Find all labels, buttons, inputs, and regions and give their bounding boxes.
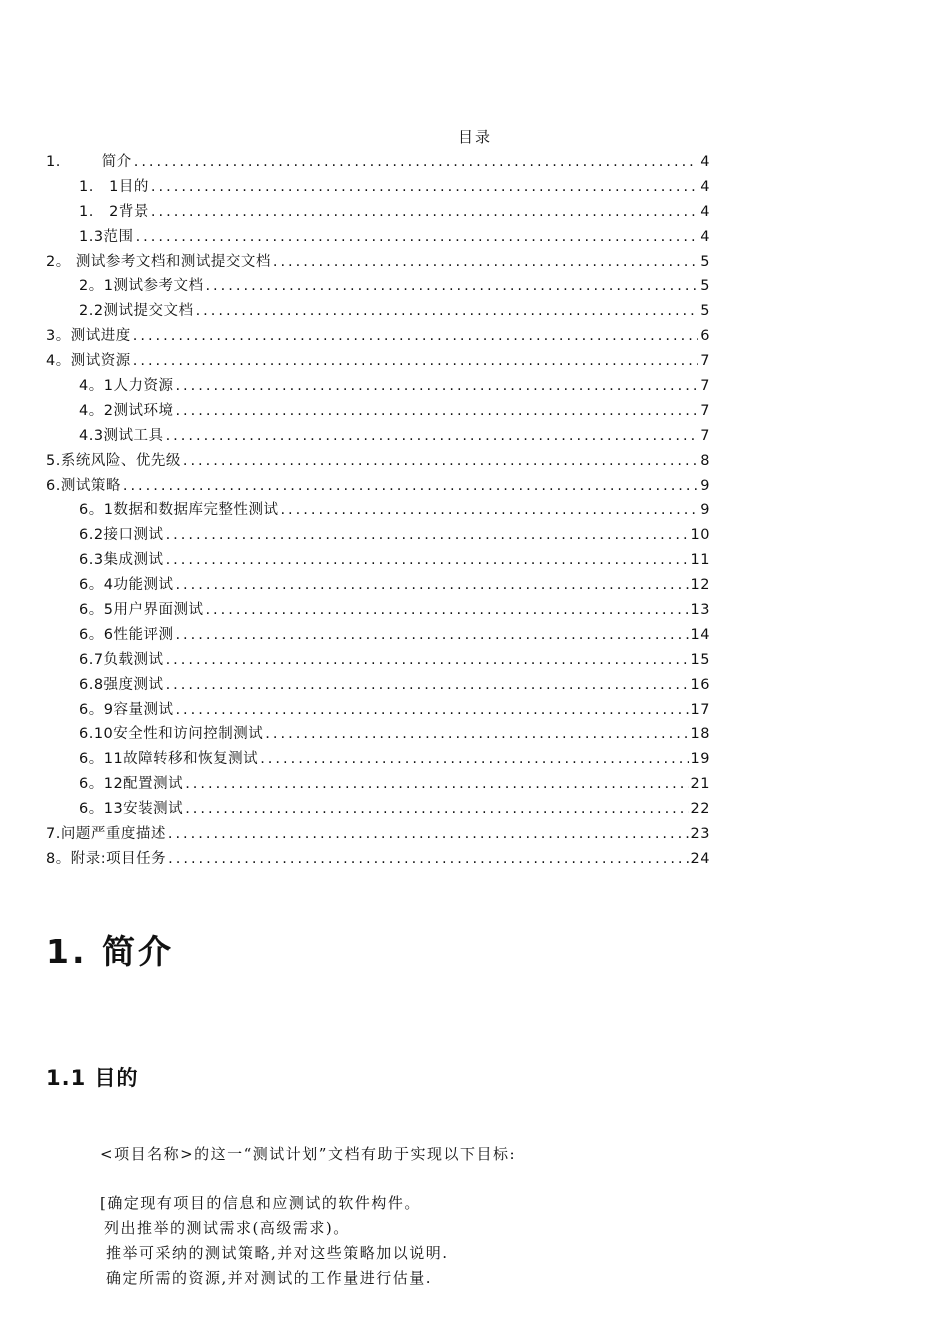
toc-leader-dots bbox=[205, 278, 698, 294]
toc-entry-label: 6.8强度测试 bbox=[79, 676, 164, 693]
toc-entry-label: 6。6性能评测 bbox=[79, 626, 174, 643]
toc-entry[interactable] bbox=[46, 374, 710, 399]
toc-entry[interactable] bbox=[46, 498, 710, 523]
toc-leader-dots bbox=[273, 254, 698, 270]
toc-leader-dots bbox=[151, 179, 698, 195]
table-of-contents bbox=[46, 150, 710, 872]
toc-leader-dots bbox=[133, 328, 699, 344]
toc-leader-dots bbox=[175, 702, 688, 718]
toc-leader-dots bbox=[151, 204, 698, 220]
toc-leader-dots bbox=[196, 303, 699, 319]
toc-leader-dots bbox=[166, 527, 689, 543]
toc-entry-page-number: 13 bbox=[690, 602, 710, 619]
toc-entry-page-number: 4 bbox=[700, 154, 710, 170]
toc-entry[interactable] bbox=[46, 399, 710, 424]
toc-leader-dots bbox=[166, 677, 689, 693]
toc-entry[interactable] bbox=[46, 250, 710, 275]
toc-entry-page-number: 18 bbox=[690, 726, 710, 743]
toc-entry-page-number: 5 bbox=[700, 278, 710, 295]
toc-leader-dots bbox=[205, 602, 688, 618]
toc-leader-dots bbox=[175, 577, 688, 593]
toc-leader-dots bbox=[183, 453, 698, 469]
toc-entry-page-number: 8 bbox=[700, 452, 710, 469]
toc-entry-label: 8。附录:项目任务 bbox=[46, 850, 167, 867]
toc-leader-dots bbox=[134, 154, 699, 170]
toc-entry[interactable] bbox=[46, 598, 710, 623]
toc-entry-label: 2。 测试参考文档和测试提交文档 bbox=[46, 253, 271, 270]
toc-entry-label: 7.问题严重度描述 bbox=[46, 826, 166, 843]
toc-entry-page-number: 7 bbox=[700, 402, 710, 419]
toc-entry-label: 6.10安全性和访问控制测试 bbox=[79, 726, 264, 743]
toc-entry[interactable] bbox=[46, 449, 710, 474]
toc-entry-label: 6。13安装测试 bbox=[79, 801, 184, 818]
toc-entry[interactable] bbox=[46, 722, 710, 747]
toc-entry[interactable] bbox=[46, 772, 710, 797]
toc-leader-dots bbox=[185, 801, 688, 817]
subsection-heading-purpose: 1.1 目的 bbox=[46, 1066, 139, 1090]
toc-entry[interactable] bbox=[46, 698, 710, 723]
toc-entry[interactable] bbox=[46, 324, 710, 349]
toc-entry-label: 6。1数据和数据库完整性测试 bbox=[79, 502, 279, 519]
toc-entry-label: 6。4功能测试 bbox=[79, 577, 174, 594]
toc-leader-dots bbox=[168, 826, 689, 842]
toc-entry[interactable] bbox=[46, 523, 710, 548]
toc-leader-dots bbox=[166, 652, 689, 668]
toc-entry-page-number: 16 bbox=[690, 676, 710, 693]
toc-leader-dots bbox=[166, 428, 699, 444]
toc-entry-label: 6.7负载测试 bbox=[79, 651, 164, 668]
toc-entry-page-number: 19 bbox=[690, 751, 710, 768]
toc-entry-label: 2.2测试提交文档 bbox=[79, 303, 194, 320]
toc-entry-page-number: 4 bbox=[700, 178, 710, 195]
toc-entry[interactable] bbox=[46, 175, 710, 200]
toc-leader-dots bbox=[168, 851, 688, 867]
toc-entry[interactable] bbox=[46, 225, 710, 250]
toc-entry-label: 4。测试资源 bbox=[46, 353, 131, 370]
toc-leader-dots bbox=[175, 378, 698, 394]
toc-entry[interactable] bbox=[46, 847, 710, 872]
toc-leader-dots bbox=[265, 726, 688, 742]
purpose-list-item: [确定现有项目的信息和应测试的软件构件。 bbox=[100, 1194, 421, 1212]
toc-entry-page-number: 5 bbox=[700, 253, 710, 270]
toc-leader-dots bbox=[123, 478, 698, 494]
toc-entry-page-number: 4 bbox=[700, 203, 710, 220]
toc-entry-page-number: 9 bbox=[700, 502, 710, 519]
toc-entry-page-number: 17 bbox=[690, 701, 710, 718]
toc-leader-dots bbox=[175, 627, 688, 643]
toc-entry-page-number: 10 bbox=[690, 527, 710, 544]
toc-entry-label: 6。11故障转移和恢复测试 bbox=[79, 751, 259, 768]
toc-entry-label: 6。9容量测试 bbox=[79, 701, 174, 718]
toc-leader-dots bbox=[166, 552, 689, 568]
toc-entry-label: 2。1测试参考文档 bbox=[79, 278, 204, 295]
toc-entry-page-number: 11 bbox=[690, 552, 710, 569]
toc-entry[interactable] bbox=[46, 623, 710, 648]
toc-entry-page-number: 12 bbox=[690, 577, 710, 594]
toc-entry-label: 5.系统风险、优先级 bbox=[46, 452, 181, 469]
toc-entry[interactable] bbox=[46, 747, 710, 772]
toc-entry[interactable] bbox=[46, 797, 710, 822]
toc-entry-page-number: 24 bbox=[690, 850, 710, 867]
toc-entry-page-number: 23 bbox=[690, 826, 710, 843]
toc-entry[interactable] bbox=[46, 673, 710, 698]
toc-entry[interactable] bbox=[46, 474, 710, 499]
toc-entry[interactable] bbox=[46, 424, 710, 449]
toc-entry[interactable] bbox=[46, 274, 710, 299]
toc-entry-page-number: 21 bbox=[690, 776, 710, 793]
purpose-list-item: 推举可采纳的测试策略,并对这些策略加以说明. bbox=[106, 1244, 449, 1262]
purpose-list-item: 列出推举的测试需求(高级需求)。 bbox=[104, 1219, 350, 1237]
toc-entry-page-number: 9 bbox=[700, 477, 710, 494]
toc-entry[interactable] bbox=[46, 822, 710, 847]
toc-entry-label: 6。12配置测试 bbox=[79, 776, 184, 793]
toc-leader-dots bbox=[280, 502, 698, 518]
toc-entry-label: 6.3集成测试 bbox=[79, 552, 164, 569]
toc-entry-label: 1. 2背景 bbox=[79, 203, 149, 220]
toc-entry-page-number: 7 bbox=[700, 427, 710, 444]
toc-entry-page-number: 6 bbox=[700, 328, 710, 345]
toc-entry-page-number: 5 bbox=[700, 303, 710, 320]
toc-entry[interactable] bbox=[46, 648, 710, 673]
toc-entry-page-number: 22 bbox=[690, 801, 710, 818]
toc-leader-dots bbox=[185, 776, 688, 792]
toc-entry-label: 1.3范围 bbox=[79, 228, 134, 245]
toc-entry[interactable] bbox=[46, 150, 710, 175]
toc-entry-label: 4。1人力资源 bbox=[79, 378, 174, 395]
toc-entry[interactable] bbox=[46, 349, 710, 374]
purpose-list-item: 确定所需的资源,并对测试的工作量进行估量. bbox=[106, 1269, 433, 1287]
toc-leader-dots bbox=[136, 229, 699, 245]
toc-entry[interactable] bbox=[46, 548, 710, 573]
toc-entry-page-number: 7 bbox=[700, 378, 710, 395]
toc-entry-label: 4。2测试环境 bbox=[79, 402, 174, 419]
toc-entry-label: 6.测试策略 bbox=[46, 477, 121, 494]
toc-entry-label: 4.3测试工具 bbox=[79, 427, 164, 444]
toc-entry-label: 3。测试进度 bbox=[46, 328, 131, 345]
toc-title: 目录 bbox=[457, 128, 492, 146]
toc-leader-dots bbox=[260, 751, 688, 767]
toc-entry-page-number: 14 bbox=[690, 626, 710, 643]
toc-entry-label: 1. 1目的 bbox=[79, 178, 149, 195]
purpose-intro-paragraph: <项目名称>的这一“测试计划”文档有助于实现以下目标: bbox=[100, 1145, 517, 1163]
toc-entry-label: 6。5用户界面测试 bbox=[79, 602, 204, 619]
toc-entry[interactable] bbox=[46, 200, 710, 225]
toc-entry[interactable] bbox=[46, 299, 710, 324]
section-heading-intro: 1. 简介 bbox=[46, 932, 174, 971]
toc-entry-page-number: 7 bbox=[700, 353, 710, 370]
toc-entry[interactable] bbox=[46, 573, 710, 598]
toc-entry-page-number: 4 bbox=[700, 228, 710, 245]
toc-entry-label: 1. 简介 bbox=[46, 154, 132, 170]
toc-leader-dots bbox=[175, 403, 698, 419]
toc-entry-label: 6.2接口测试 bbox=[79, 527, 164, 544]
toc-leader-dots bbox=[133, 353, 699, 369]
toc-entry-page-number: 15 bbox=[690, 651, 710, 668]
